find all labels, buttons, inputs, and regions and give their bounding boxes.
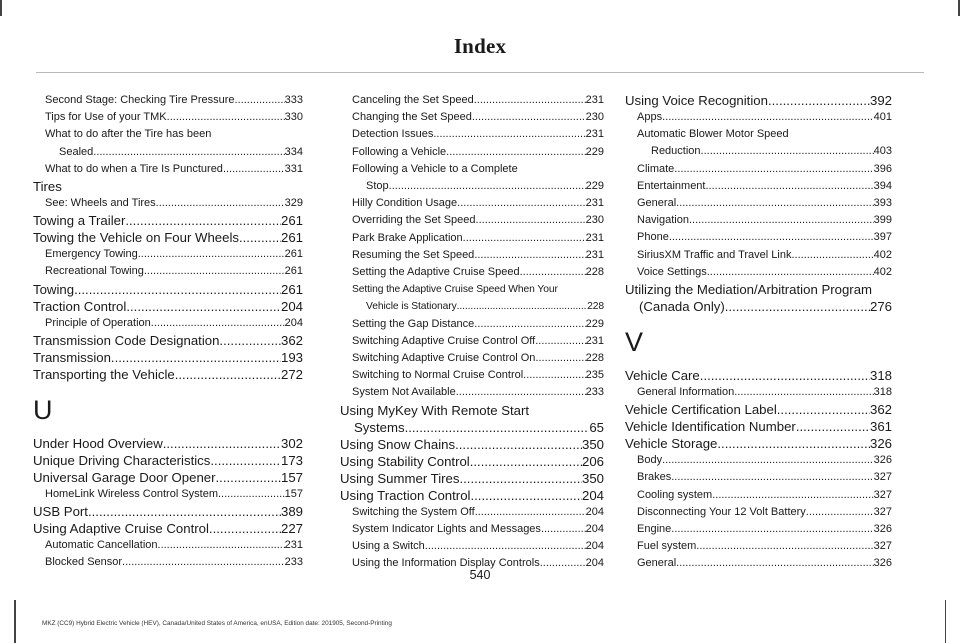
- page-ref: 228: [587, 301, 604, 313]
- page-title: Index: [453, 34, 507, 58]
- dot-leader: [520, 264, 586, 281]
- index-subentry: [340, 384, 604, 401]
- entry-label: Detection Issues: [352, 128, 434, 141]
- index-subentry: [33, 246, 303, 263]
- page-ref: 157: [284, 487, 303, 500]
- page-ref: 233: [284, 556, 303, 569]
- entry-label: Vehicle is Stationary: [366, 301, 457, 313]
- page-ref: 272: [280, 366, 303, 382]
- page-ref: 229: [585, 180, 604, 193]
- dot-leader: [389, 178, 586, 195]
- entry-label: Switching to Normal Cruise Control: [352, 369, 524, 382]
- dot-leader: [126, 298, 281, 315]
- entry-label: HomeLink Wireless Control System: [45, 487, 218, 500]
- dot-leader: [156, 195, 285, 212]
- page-ref: 193: [280, 349, 303, 365]
- header-divider: [36, 72, 924, 73]
- page-ref: 204: [581, 487, 604, 503]
- entry-label: Navigation: [637, 214, 689, 227]
- page-ref: 330: [284, 111, 303, 124]
- dot-leader: [662, 109, 874, 126]
- index-subentry: [340, 230, 604, 247]
- entry-label: See: Wheels and Tires: [45, 197, 156, 210]
- dot-leader: [669, 229, 874, 246]
- index-entry: [625, 367, 892, 384]
- entry-label: Setting the Adaptive Cruise Speed When Your: [352, 284, 558, 296]
- page-ref: 231: [284, 539, 303, 552]
- index-subentry: [625, 469, 892, 486]
- index-subentry: [625, 384, 892, 401]
- page-ref: 261: [280, 230, 303, 246]
- entry-label: Hilly Condition Usage: [352, 197, 458, 210]
- footer-edition-text: MKZ (CC9) Hybrid Electric Vehicle (HEV), Canada/United States of America, enUSA, Edition date: 201905, Second-Printing: [42, 620, 392, 627]
- index-subentry: [340, 126, 604, 143]
- page-ref: 334: [284, 145, 303, 158]
- dot-leader: [535, 333, 585, 350]
- index-subentry: [340, 333, 604, 350]
- entry-label: Using Voice Recognition: [625, 93, 768, 108]
- page-ref: 389: [280, 504, 303, 520]
- index-column-1: [33, 92, 303, 571]
- page-ref: 362: [280, 332, 303, 348]
- index-entry: [340, 470, 604, 487]
- dot-leader: [167, 109, 285, 126]
- dot-leader: [696, 538, 873, 555]
- page-ref: 394: [873, 179, 892, 192]
- entry-label: Vehicle Certification Label: [625, 402, 777, 418]
- index-subentry: [340, 144, 604, 161]
- entry-label: General Information: [637, 386, 735, 399]
- entry-label: Vehicle Identification Number: [625, 419, 796, 435]
- dot-leader: [216, 469, 281, 486]
- entry-label: Using Snow Chains: [340, 436, 456, 452]
- page-ref: 204: [284, 316, 303, 329]
- index-entry: [33, 520, 303, 537]
- dot-leader: [125, 212, 281, 229]
- page-ref: 204: [585, 557, 604, 570]
- dot-leader: [671, 521, 873, 538]
- dot-leader: [662, 452, 874, 469]
- entry-label: Apps: [637, 111, 663, 123]
- page-ref: 318: [869, 368, 892, 384]
- dot-leader: [163, 435, 281, 452]
- entry-label: Cooling system: [637, 488, 713, 501]
- dot-leader: [144, 263, 285, 280]
- index-entry: [340, 402, 604, 436]
- index-entry: [340, 487, 604, 504]
- dot-leader: [74, 281, 281, 298]
- entry-label: Automatic Blower Motor Speed: [637, 128, 789, 141]
- index-subentry: [340, 504, 604, 521]
- dot-leader: [405, 419, 590, 436]
- page-ref: 229: [585, 145, 604, 158]
- dot-leader: [209, 520, 281, 537]
- entry-label: Setting the Gap Distance: [352, 317, 475, 330]
- entry-label: Towing: [33, 281, 75, 297]
- dot-leader: [88, 503, 281, 520]
- index-subentry: [625, 504, 892, 521]
- page-ref: 326: [873, 523, 892, 536]
- entry-label: Using Stability Control: [340, 453, 470, 469]
- index-entry: [33, 298, 303, 315]
- entry-label: Blocked Sensor: [45, 556, 123, 569]
- entry-label: Following a Vehicle: [352, 145, 447, 158]
- dot-leader: [456, 384, 586, 401]
- dot-leader: [689, 212, 874, 229]
- page-ref: 403: [873, 145, 892, 158]
- page-ref: 362: [869, 402, 892, 418]
- page-ref: 204: [280, 298, 303, 314]
- index-column-2: [340, 92, 604, 572]
- entry-label: Vehicle Care: [625, 368, 700, 384]
- index-subentry: [340, 281, 604, 315]
- entry-label: Switching the System Off: [352, 505, 475, 518]
- entry-label: Disconnecting Your 12 Volt Battery: [637, 505, 806, 518]
- dot-leader: [455, 436, 582, 453]
- entry-label: Utilizing the Mediation/Arbitration Program: [625, 282, 873, 298]
- index-subentry: [625, 161, 892, 178]
- page-ref: 231: [585, 334, 604, 347]
- index-subentry: [625, 247, 892, 264]
- index-subentry: [33, 126, 303, 160]
- entry-label: Towing a Trailer: [33, 213, 126, 229]
- dot-leader: [472, 109, 586, 126]
- index-entry: [33, 503, 303, 520]
- entry-label: Emergency Towing: [45, 248, 138, 261]
- entry-label: Park Brake Application: [352, 231, 463, 244]
- crop-mark-top-left: [0, 0, 2, 16]
- dot-leader: [791, 247, 873, 264]
- index-entry: [33, 212, 303, 229]
- entry-label: Recreational Towing: [45, 265, 144, 278]
- entry-label: Second Stage: Checking Tire Pressure: [45, 94, 235, 106]
- dot-leader: [768, 92, 870, 109]
- page-ref: 331: [284, 162, 303, 175]
- page-ref: 361: [869, 419, 892, 435]
- entry-label: Stop: [366, 180, 389, 193]
- page-ref: 402: [873, 265, 892, 278]
- dot-leader: [796, 418, 870, 435]
- index-entry: [625, 92, 892, 109]
- index-subentry: [625, 487, 892, 504]
- index-entry: [625, 435, 892, 452]
- index-subentry: [33, 92, 303, 109]
- dot-leader: [671, 469, 873, 486]
- dot-leader: [470, 487, 582, 504]
- page-ref: 235: [585, 369, 604, 382]
- entry-label: Switching Adaptive Cruise Control On: [352, 352, 536, 365]
- page-ref: 397: [873, 231, 892, 244]
- dot-leader: [463, 230, 586, 247]
- index-subentry: [625, 538, 892, 555]
- dot-leader: [446, 144, 585, 161]
- crop-mark-bottom-right: [945, 600, 947, 643]
- entry-label: USB Port: [33, 504, 88, 520]
- index-entry: [33, 469, 303, 486]
- page-ref: 227: [280, 521, 303, 537]
- page-ref: 326: [873, 557, 892, 570]
- page-ref: 327: [873, 488, 892, 501]
- index-subentry: [625, 178, 892, 195]
- entry-label: Tires: [33, 179, 62, 195]
- entry-label: Using MyKey With Remote Start: [340, 402, 530, 418]
- dot-leader: [806, 504, 874, 521]
- index-subentry: [625, 521, 892, 538]
- index-subentry: [340, 195, 604, 212]
- dot-leader: [433, 126, 585, 143]
- index-subentry: [625, 195, 892, 212]
- dot-leader: [175, 366, 281, 383]
- dot-leader: [476, 212, 586, 229]
- page-ref: 399: [873, 214, 892, 227]
- entry-label: Canceling the Set Speed: [352, 94, 474, 106]
- entry-label: What to do when a Tire Is Punctured: [45, 162, 223, 175]
- index-subentry: [340, 92, 604, 109]
- entry-label: Tips for Use of your TMK: [45, 111, 167, 124]
- index-entry: [340, 453, 604, 470]
- dot-leader: [219, 332, 281, 349]
- entry-label: Engine: [637, 523, 672, 536]
- index-entry: [33, 366, 303, 383]
- entry-label: Brakes: [637, 471, 672, 484]
- entry-label: Transmission: [33, 349, 111, 365]
- dot-leader: [676, 195, 874, 212]
- page-ref: 327: [873, 505, 892, 518]
- page-ref: 326: [873, 454, 892, 467]
- page-ref: 204: [585, 540, 604, 553]
- entry-label: Using Traction Control: [340, 487, 471, 503]
- entry-label: Changing the Set Speed: [352, 111, 472, 124]
- dot-leader: [457, 298, 587, 315]
- dot-leader: [474, 247, 585, 264]
- index-subentry: [33, 537, 303, 554]
- dot-leader: [210, 452, 281, 469]
- index-subentry: [33, 263, 303, 280]
- index-subentry: [33, 195, 303, 212]
- dot-leader: [459, 470, 582, 487]
- page-ref: 230: [585, 214, 604, 227]
- entry-label: Transmission Code Designation: [33, 332, 220, 348]
- entry-label: General: [637, 557, 677, 570]
- entry-label: Fuel system: [637, 540, 697, 553]
- entry-label: Vehicle Storage: [625, 436, 718, 452]
- dot-leader: [239, 229, 281, 246]
- index-subentry: [625, 126, 892, 160]
- dot-leader: [470, 453, 582, 470]
- index-subentry: [625, 229, 892, 246]
- dot-leader: [151, 315, 285, 332]
- index-entry: [33, 332, 303, 349]
- entry-label: Traction Control: [33, 298, 127, 314]
- page-number: 540: [469, 568, 491, 582]
- dot-leader: [474, 316, 585, 333]
- entry-label: What to do after the Tire has been: [45, 128, 212, 141]
- dot-leader: [707, 264, 874, 281]
- index-subentry: [340, 367, 604, 384]
- entry-label: Following a Vehicle to a Complete: [352, 162, 518, 175]
- page-ref: 228: [585, 266, 604, 279]
- page-ref: 173: [280, 452, 303, 468]
- entry-label: Climate: [637, 162, 675, 175]
- entry-label: Systems: [354, 419, 405, 435]
- entry-label: Using the Information Display Controls: [352, 557, 540, 570]
- page-ref: 233: [585, 386, 604, 399]
- dot-leader: [541, 521, 586, 538]
- page-ref: 204: [585, 522, 604, 535]
- entry-label: (Canada Only): [639, 299, 725, 315]
- page-ref: 327: [873, 540, 892, 553]
- page-ref: 230: [585, 111, 604, 124]
- page-ref: 231: [585, 197, 604, 210]
- index-subentry: [33, 109, 303, 126]
- page-ref: 231: [585, 128, 604, 141]
- dot-leader: [158, 537, 285, 554]
- page-ref: 228: [585, 352, 604, 365]
- dot-leader: [223, 161, 285, 178]
- entry-label: Using Summer Tires: [340, 470, 460, 486]
- page-ref: 231: [585, 248, 604, 261]
- dot-leader: [725, 298, 870, 315]
- page-ref: 65: [589, 419, 604, 435]
- index-entry: [625, 281, 892, 315]
- entry-label: Voice Settings: [637, 265, 707, 278]
- page-ref: 276: [869, 299, 892, 315]
- page-ref: 206: [581, 453, 604, 469]
- entry-label: Phone: [637, 231, 669, 244]
- page-ref: 401: [873, 111, 892, 123]
- index-subentry: [340, 316, 604, 333]
- index-subentry: [33, 161, 303, 178]
- page-ref: 204: [585, 505, 604, 518]
- entry-label: Sealed: [59, 145, 94, 158]
- index-entry: [33, 435, 303, 452]
- page-ref: 261: [284, 248, 303, 261]
- dot-leader: [111, 349, 281, 366]
- index-subentry: [340, 521, 604, 538]
- entry-label: Automatic Cancellation: [45, 539, 158, 552]
- section-letter: V: [625, 327, 644, 358]
- index-subentry: [340, 247, 604, 264]
- page-ref: 261: [280, 213, 303, 229]
- entry-label: General: [637, 197, 677, 210]
- entry-label: Transporting the Vehicle: [33, 366, 175, 382]
- dot-leader: [138, 246, 285, 263]
- page-ref: 318: [873, 386, 892, 399]
- page-ref: 229: [585, 317, 604, 330]
- dot-leader: [474, 92, 586, 109]
- entry-label: Under Hood Overview: [33, 435, 163, 451]
- index-subentry: [340, 350, 604, 367]
- index-subentry: [625, 452, 892, 469]
- page-ref: 392: [869, 93, 892, 108]
- page-ref: 327: [873, 471, 892, 484]
- entry-label: Switching Adaptive Cruise Control Off: [352, 334, 536, 347]
- entry-label: Setting the Adaptive Cruise Speed: [352, 266, 520, 279]
- page-ref: 261: [280, 281, 303, 297]
- entry-label: Principle of Operation: [45, 316, 151, 329]
- index-subentry: [33, 315, 303, 332]
- index-column-3: [625, 92, 892, 573]
- index-subentry: [340, 264, 604, 281]
- entry-label: Body: [637, 454, 663, 467]
- entry-label: Overriding the Set Speed: [352, 214, 476, 227]
- entry-label: Resuming the Set Speed: [352, 248, 475, 261]
- dot-leader: [717, 435, 870, 452]
- index-subentry: [340, 212, 604, 229]
- page-ref: 326: [869, 436, 892, 452]
- page-ref: 402: [873, 248, 892, 261]
- dot-leader: [425, 538, 586, 555]
- entry-label: Universal Garage Door Opener: [33, 469, 216, 485]
- entry-label: Unique Driving Characteristics: [33, 452, 211, 468]
- dot-leader: [218, 486, 285, 503]
- dot-leader: [705, 178, 873, 195]
- index-entry: [340, 436, 604, 453]
- entry-label: Using Adaptive Cruise Control: [33, 521, 209, 537]
- dot-leader: [93, 144, 284, 161]
- page-ref: 333: [284, 94, 303, 106]
- dot-leader: [712, 487, 873, 504]
- index-subentry: [625, 109, 892, 126]
- index-entry: [33, 349, 303, 366]
- dot-leader: [700, 367, 870, 384]
- dot-leader: [674, 161, 873, 178]
- dot-leader: [535, 350, 585, 367]
- index-subentry: [340, 109, 604, 126]
- index-entry: [33, 452, 303, 469]
- page-ref: 393: [873, 197, 892, 210]
- dot-leader: [701, 143, 874, 160]
- entry-label: SiriusXM Traffic and Travel Link: [637, 248, 792, 261]
- index-entry: [33, 178, 303, 195]
- dot-leader: [457, 195, 585, 212]
- page-ref: 396: [873, 162, 892, 175]
- index-entry: [33, 281, 303, 298]
- entry-label: Entertainment: [637, 179, 706, 192]
- page-ref: 231: [585, 231, 604, 244]
- entry-label: Towing the Vehicle on Four Wheels: [33, 230, 239, 246]
- entry-label: System Indicator Lights and Messages: [352, 522, 541, 535]
- page-ref: 231: [585, 94, 604, 106]
- index-entry: [33, 229, 303, 246]
- dot-leader: [235, 92, 285, 109]
- entry-label: Reduction: [651, 145, 701, 158]
- dot-leader: [475, 504, 586, 521]
- page-ref: 302: [280, 435, 303, 451]
- entry-label: Using a Switch: [352, 540, 425, 553]
- page-ref: 261: [284, 265, 303, 278]
- entry-label: System Not Available: [352, 386, 456, 399]
- section-letter: U: [33, 394, 53, 425]
- page-ref: 157: [280, 469, 303, 485]
- page-ref: 329: [284, 197, 303, 210]
- dot-leader: [734, 384, 873, 401]
- index-subentry: [340, 161, 604, 195]
- index-subentry: [33, 486, 303, 503]
- index-entry: [625, 418, 892, 435]
- dot-leader: [523, 367, 585, 384]
- page-ref: 350: [581, 436, 604, 452]
- index-entry: [625, 401, 892, 418]
- index-subentry: [625, 212, 892, 229]
- crop-mark-bottom-left: [14, 600, 16, 643]
- index-subentry: [340, 538, 604, 555]
- page-ref: 350: [581, 470, 604, 486]
- dot-leader: [777, 401, 870, 418]
- index-subentry: [625, 264, 892, 281]
